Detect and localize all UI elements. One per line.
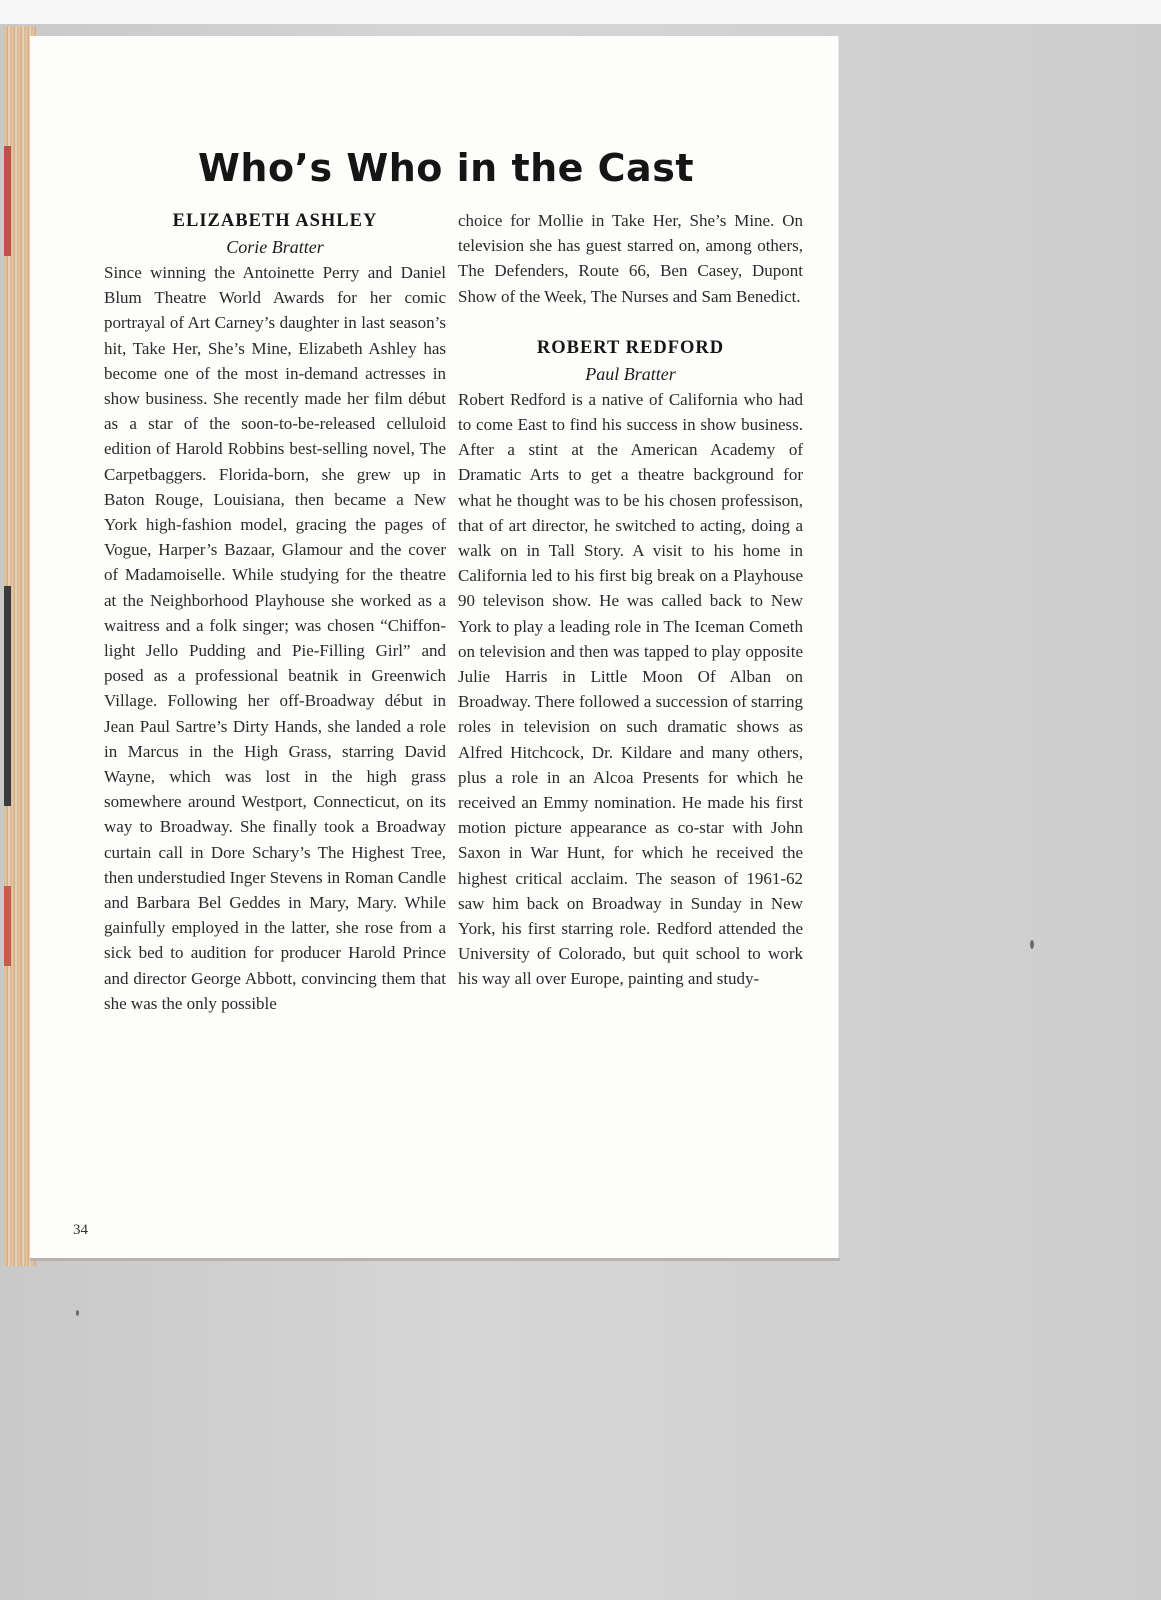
right-column bbox=[458, 208, 803, 992]
scan-speck bbox=[76, 1310, 79, 1316]
cover-bleed-red bbox=[4, 146, 11, 256]
page-number: 34 bbox=[73, 1222, 88, 1238]
role-redford: Paul Bratter bbox=[585, 363, 676, 384]
bio-ashley-part2: choice for Mollie in Take Her, She’s Mine. On television she has guest starred on, among others, The Defenders, Route 66, Ben Casey, Dupont Show of the Week, The Nurses and Sam Benedict. bbox=[458, 211, 803, 306]
role-ashley: Corie Bratter bbox=[226, 237, 324, 257]
magazine-page bbox=[30, 36, 838, 1260]
left-column bbox=[104, 208, 446, 1016]
cover-bleed-red-lower bbox=[4, 886, 11, 966]
actor-name-ashley: ELIZABETH ASHLEY bbox=[172, 211, 378, 231]
page-bottom-edge bbox=[30, 1258, 840, 1261]
scan-top-edge bbox=[0, 0, 1161, 24]
scan-speck bbox=[1030, 940, 1034, 949]
bio-ashley-part1: Since winning the Antoinette Perry and Daniel Blum Theatre World Awards for her comic portrayal of Art Carney’s daughter in last season’s hit, Take Her, She’s Mine, Elizabeth Ashley has become one of the most in-demand actresses in show business. She recently made her film début as a star of the soon-to-be-released celluloid edition of Harold Robbins best-selling novel, The Carpetbaggers. Florida-born, she grew up in Baton Rouge, Louisiana, then became a New York high-fashion model, gracing the pages of Vogue, Harper’s Bazaar, Glamour and the cover of Madamoiselle. While studying for the theatre at the Neighborhood Playhouse she worked as a waitress and a folk singer; was chosen “Chiffon-light Jello Pudding and Pie-Filling Girl” and posed as a professional beatnik in Greenwich Village. Following her off-Broadway début in Jean Paul Sartre’s Dirty Hands, she landed a role in Marcus in the High Grass, starring David Wayne, which was lost in the high grass somewhere around Westport, Connecticut, on its way to Broadway. She finally took a Broadway curtain call in Dore Schary’s The Highest Tree, then understudied Inger Stevens in Roman Candle and Barbara Bel Geddes in Mary, Mary. While gainfully employed in the latter, she rose from a sick bed to audition for producer Harold Prince and director George Abbott, convincing them that she was the only possible bbox=[104, 263, 446, 1013]
page-title: Who’s Who in the Cast bbox=[197, 146, 694, 190]
bio-redford: Robert Redford is a native of California who had to come East to find his success in show business. After a stint at the American Academy of Dramatic Arts to get a theatre background for what he thought was to be his chosen professison, that of art director, he switched to acting, doing a walk on in Tall Story. A visit to his home in California led to his first big break on a Playhouse 90 televison show. He was called back to New York to play a leading role in The Iceman Cometh on television and then was tapped to play opposite Julie Harris in Little Moon Of Alban on Broadway. There followed a succession of starring roles in television on such dramatic shows as Alfred Hitchcock, Dr. Kildare and many others, plus a role in an Alcoa Presents for which he received an Emmy nomination. He made his first motion picture appearance as co-star with John Saxon in War Hunt, for which he received the highest critical acclaim. The season of 1961-62 saw him back on Broadway in Sunday in New York, his first starring role. Redford attended the University of Colorado, but quit school to work his way all over Europe, painting and study- bbox=[458, 389, 803, 989]
actor-name-redford: ROBERT REDFORD bbox=[536, 337, 725, 358]
cover-bleed-dark bbox=[4, 586, 11, 806]
section-spacer bbox=[458, 309, 803, 335]
